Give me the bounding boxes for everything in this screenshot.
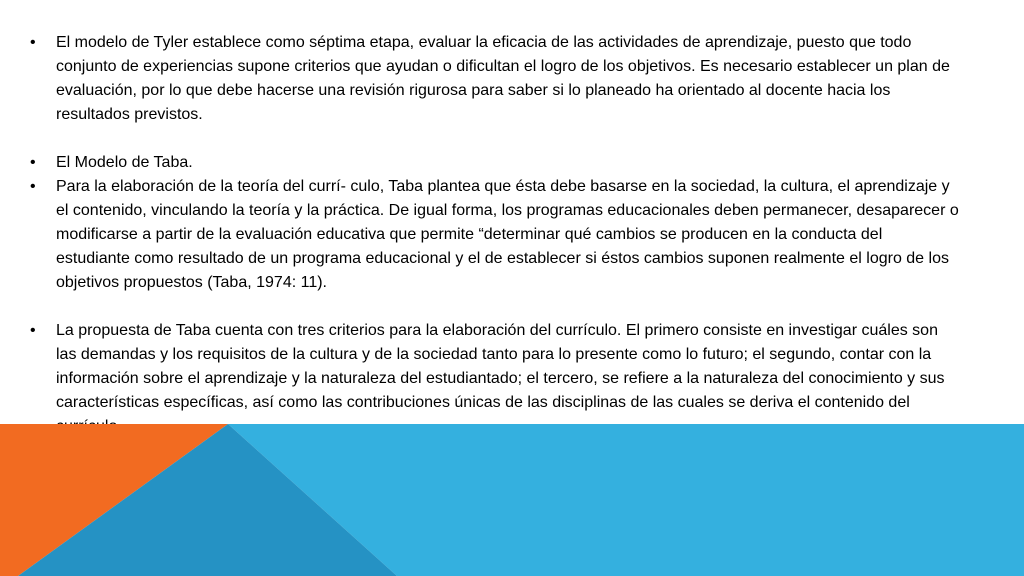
bullet-list [30,31,960,439]
bullet-taba-criteria [30,319,960,439]
decorative-footer-band [0,424,1024,576]
spacer [30,295,960,319]
bullet-text: El Modelo de Taba. [56,154,193,171]
bullet-dot-icon: • [30,34,36,51]
bullet-text: Para la elaboración de la teoría del currí- culo, Taba plantea que ésta debe basarse en la sociedad, la cultura, el aprendizaje y el contenido, vinculando la teoría y la práctica. De igual forma, los programas educacionales deben permanecer, desaparecer o modificarse a partir de la evaluación educativa que permite “determinar qué cambios se producen en la conducta del estudiante como resultado de un programa educacional y el de establecer si éstos cambios suponen realmente el logro de los objetivos propuestos (Taba, 1974: 11). [56,178,959,291]
bullet-tyler-evaluation [30,31,960,127]
bullet-text: El modelo de Tyler establece como séptima etapa, evaluar la eficacia de las actividades de aprendizaje, puesto que todo conjunto de experiencias supone criterios que ayudan o dificultan el logro de los objetivos. Es necesario establecer un plan de evaluación, por lo que debe hacerse una revisión rigurosa para saber si lo planeado ha orientado al docente hacia los resultados previstos. [56,34,950,123]
bullet-dot-icon: • [30,178,36,195]
bullet-dot-icon: • [30,322,36,339]
slide-body [30,31,960,439]
spacer [30,127,960,151]
bullet-taba-theory [30,175,960,295]
bullet-taba-heading [30,151,960,175]
bullet-dot-icon: • [30,154,36,171]
bullet-text: La propuesta de Taba cuenta con tres criterios para la elaboración del currículo. El primero consiste en investigar cuáles son las demandas y los requisitos de la cultura y de la sociedad tanto para lo presente como lo futuro; el segundo, contar con la información sobre el aprendizaje y la naturaleza del estudiantado; el tercero, se refiere a la naturaleza del conocimiento y sus características específicas, así como las contribuciones únicas de las disciplinas de las cuales se deriva el contenido del [56,322,945,411]
